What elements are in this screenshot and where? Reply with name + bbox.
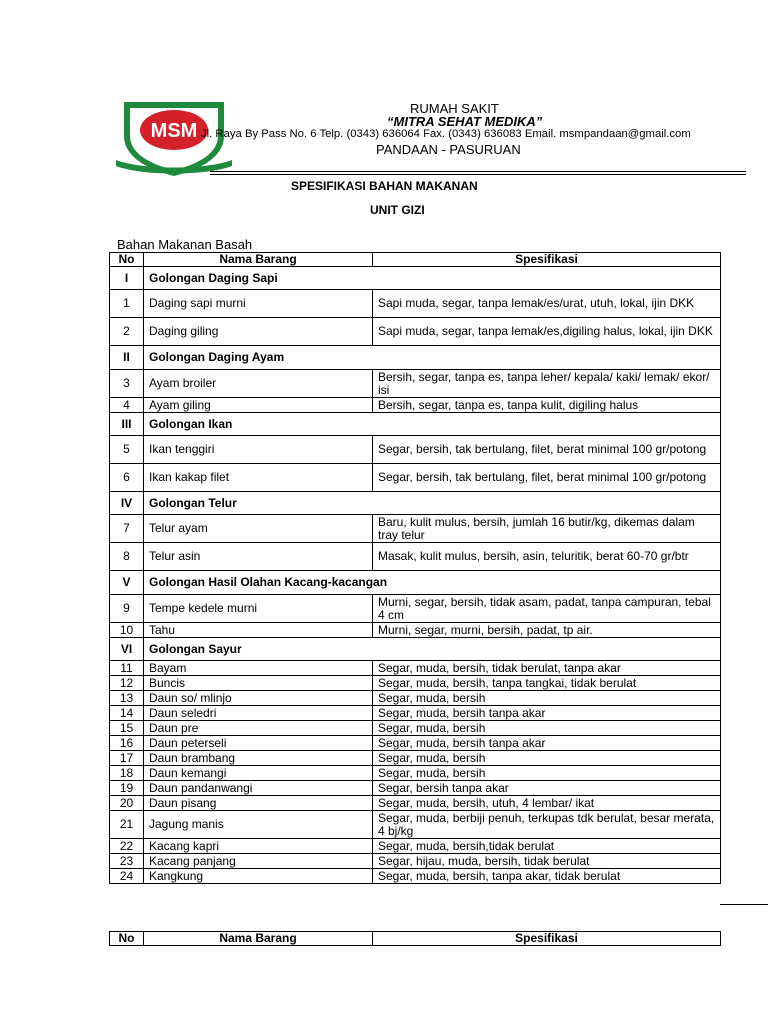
- row-number: 14: [110, 706, 144, 721]
- table-row: [110, 676, 721, 691]
- item-spec: Segar, muda, bersih tanpa akar: [373, 706, 721, 721]
- table-row: [110, 706, 721, 721]
- row-number: 4: [110, 398, 144, 413]
- table-row: [110, 796, 721, 811]
- group-title: Golongan Hasil Olahan Kacang-kacangan: [144, 571, 721, 595]
- row-number: I: [110, 267, 144, 290]
- row-number: 24: [110, 869, 144, 884]
- section-label: Bahan Makanan Basah: [117, 237, 253, 252]
- row-number: 13: [110, 691, 144, 706]
- row-number: 1: [110, 290, 144, 318]
- item-name: Telur ayam: [144, 515, 373, 543]
- row-number: 3: [110, 370, 144, 398]
- group-row: [110, 413, 721, 436]
- table-row: [110, 290, 721, 318]
- item-name: Bayam: [144, 661, 373, 676]
- item-spec: Sapi muda, segar, tanpa lemak/es/urat, utuh, lokal, ijin DKK: [373, 290, 721, 318]
- table-row: [110, 854, 721, 869]
- group-title: Golongan Daging Sapi: [144, 267, 721, 290]
- row-number: III: [110, 413, 144, 436]
- header-spec: Spesifikasi: [373, 253, 721, 267]
- row-number: 12: [110, 676, 144, 691]
- table-row: [110, 736, 721, 751]
- spec-table-continued: [109, 931, 721, 946]
- table-row: [110, 436, 721, 464]
- group-row: [110, 638, 721, 661]
- table-row: [110, 766, 721, 781]
- row-number: 18: [110, 766, 144, 781]
- item-spec: Segar, bersih tanpa akar: [373, 781, 721, 796]
- item-name: Ayam giling: [144, 398, 373, 413]
- item-spec: Segar, bersih, tak bertulang, filet, berat minimal 100 gr/potong: [373, 436, 721, 464]
- item-spec: Segar, muda, bersih,tidak berulat: [373, 839, 721, 854]
- item-name: Tempe kedele murni: [144, 595, 373, 623]
- table-row: [110, 751, 721, 766]
- item-spec: Segar, muda, bersih: [373, 766, 721, 781]
- table-row: [110, 691, 721, 706]
- item-spec: Sapi muda, segar, tanpa lemak/es,digiling halus, lokal, ijin DKK: [373, 318, 721, 346]
- hospital-type: RUMAH SAKIT: [410, 101, 499, 116]
- item-name: Daun kemangi: [144, 766, 373, 781]
- group-title: Golongan Sayur: [144, 638, 721, 661]
- row-number: II: [110, 346, 144, 370]
- table-row: [110, 543, 721, 571]
- item-name: Tahu: [144, 623, 373, 638]
- table-row: [110, 370, 721, 398]
- hospital-address: Jl. Raya By Pass No. 6 Telp. (0343) 636064 Fax. (0343) 636083 Email. msmpandaan@gmail.com: [201, 128, 691, 140]
- item-name: Telur asin: [144, 543, 373, 571]
- table-row: [110, 464, 721, 492]
- logo-text: MSM: [150, 120, 198, 142]
- group-row: [110, 267, 721, 290]
- table-row: [110, 318, 721, 346]
- group-title: Golongan Ikan: [144, 413, 721, 436]
- row-number: 2: [110, 318, 144, 346]
- table-row: [110, 811, 721, 839]
- row-number: 20: [110, 796, 144, 811]
- table-row: [110, 623, 721, 638]
- document-subtitle: UNIT GIZI: [370, 203, 425, 217]
- row-number: 5: [110, 436, 144, 464]
- hospital-city: PANDAAN - PASURUAN: [376, 142, 521, 157]
- item-spec: Bersih, segar, tanpa es, tanpa leher/ kepala/ kaki/ lemak/ ekor/ isi: [373, 370, 721, 398]
- header-name: Nama Barang: [144, 253, 373, 267]
- table-row: [110, 398, 721, 413]
- group-title: Golongan Telur: [144, 492, 721, 515]
- row-number: 23: [110, 854, 144, 869]
- item-spec: Segar, muda, berbiji penuh, terkupas tdk berulat, besar merata, 4 bj/kg: [373, 811, 721, 839]
- document-title: SPESIFIKASI BAHAN MAKANAN: [291, 179, 478, 193]
- header-no: No: [110, 932, 144, 946]
- item-name: Daun pre: [144, 721, 373, 736]
- item-name: Daun pandanwangi: [144, 781, 373, 796]
- row-number: 21: [110, 811, 144, 839]
- header-no: No: [110, 253, 144, 267]
- item-name: Daging sapi murni: [144, 290, 373, 318]
- group-title: Golongan Daging Ayam: [144, 346, 721, 370]
- item-name: Buncis: [144, 676, 373, 691]
- row-number: 9: [110, 595, 144, 623]
- item-name: Jagung manis: [144, 811, 373, 839]
- item-spec: Masak, kulit mulus, bersih, asin, teluritik, berat 60-70 gr/btr: [373, 543, 721, 571]
- row-number: 10: [110, 623, 144, 638]
- item-name: Daging giling: [144, 318, 373, 346]
- item-spec: Segar, muda, bersih: [373, 691, 721, 706]
- row-number: 6: [110, 464, 144, 492]
- item-spec: Segar, muda, bersih: [373, 751, 721, 766]
- row-number: 15: [110, 721, 144, 736]
- item-name: Daun seledri: [144, 706, 373, 721]
- item-spec: Murni, segar, murni, bersih, padat, tp air.: [373, 623, 721, 638]
- table-row: [110, 595, 721, 623]
- hospital-name: “MITRA SEHAT MEDIKA”: [387, 114, 543, 129]
- group-row: [110, 492, 721, 515]
- table-row: [110, 839, 721, 854]
- spec-table: [109, 252, 721, 884]
- row-number: V: [110, 571, 144, 595]
- item-name: Ikan tenggiri: [144, 436, 373, 464]
- item-spec: Segar, muda, bersih, tanpa akar, tidak berulat: [373, 869, 721, 884]
- item-spec: Segar, bersih, tak bertulang, filet, berat minimal 100 gr/potong: [373, 464, 721, 492]
- item-name: Ayam broiler: [144, 370, 373, 398]
- item-spec: Segar, muda, bersih tanpa akar: [373, 736, 721, 751]
- header-rule: [210, 171, 746, 172]
- row-number: VI: [110, 638, 144, 661]
- item-name: Daun pisang: [144, 796, 373, 811]
- item-spec: Bersih, segar, tanpa es, tanpa kulit, digiling halus: [373, 398, 721, 413]
- item-name: Kangkung: [144, 869, 373, 884]
- group-row: [110, 346, 721, 370]
- row-number: 7: [110, 515, 144, 543]
- trailing-rule: [720, 904, 768, 905]
- item-name: Kacang kapri: [144, 839, 373, 854]
- row-number: 17: [110, 751, 144, 766]
- item-spec: Segar, muda, bersih, utuh, 4 lembar/ ikat: [373, 796, 721, 811]
- header-rule: [210, 174, 746, 175]
- item-name: Daun so/ mlinjo: [144, 691, 373, 706]
- table-row: [110, 781, 721, 796]
- table-row: [110, 661, 721, 676]
- item-spec: Segar, hijau, muda, bersih, tidak berulat: [373, 854, 721, 869]
- item-spec: Baru, kulit mulus, bersih, jumlah 16 butir/kg, dikemas dalam tray telur: [373, 515, 721, 543]
- item-spec: Segar, muda, bersih, tanpa tangkai, tidak berulat: [373, 676, 721, 691]
- header-name: Nama Barang: [144, 932, 373, 946]
- item-name: Ikan kakap filet: [144, 464, 373, 492]
- item-name: Kacang panjang: [144, 854, 373, 869]
- table-row: [110, 721, 721, 736]
- item-spec: Murni, segar, bersih, tidak asam, padat, tanpa campuran, tebal 4 cm: [373, 595, 721, 623]
- header-spec: Spesifikasi: [373, 932, 721, 946]
- item-name: Daun peterseli: [144, 736, 373, 751]
- group-row: [110, 571, 721, 595]
- item-spec: Segar, muda, bersih: [373, 721, 721, 736]
- table-row: [110, 515, 721, 543]
- row-number: 22: [110, 839, 144, 854]
- row-number: 11: [110, 661, 144, 676]
- table-row: [110, 869, 721, 884]
- row-number: 8: [110, 543, 144, 571]
- row-number: IV: [110, 492, 144, 515]
- item-name: Daun brambang: [144, 751, 373, 766]
- item-spec: Segar, muda, bersih, tidak berulat, tanpa akar: [373, 661, 721, 676]
- row-number: 19: [110, 781, 144, 796]
- row-number: 16: [110, 736, 144, 751]
